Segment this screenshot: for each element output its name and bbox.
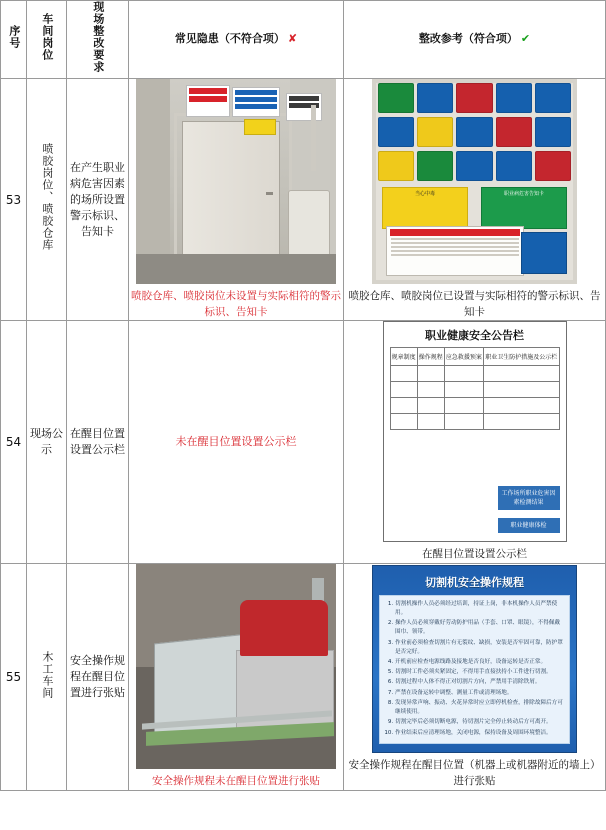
notice-board-table [390,347,560,430]
poster-item: 9. 切割完毕后必须切断电源，待切割片完全停止转动后方可离开。 [395,718,564,727]
row-hazard-53 [129,78,344,321]
table-header-row [1,1,606,79]
poster-item: 4. 开机前应检查电源线路及接地是否良好，设备运转是否正常。 [395,658,564,667]
warning-triangle-icon [388,203,410,222]
row-post-54: 现场公示 [27,321,67,564]
check-icon: ✔ [520,32,531,45]
notice-board-title: 职业健康安全公告栏 [425,329,524,343]
poster-title: 切割机安全操作规程 [425,575,524,589]
poster-item: 8. 发现异常声响、振动、火花异常时应立即停机检查，排除故障后方可继续使用。 [395,699,564,717]
table-row [1,321,606,564]
poster-item: 6. 切割过程中人体不得正对切割片方向，严禁用手清除铁屑。 [395,678,564,687]
header-post: 车间岗位 [27,1,67,79]
poster-item: 5. 切割时工件必须夹紧固定，不得用手直接扶持小工件进行切割。 [395,668,564,677]
row-seq-54: 54 [1,321,27,564]
hazard-caption-53: 喷胶仓库、喷胶岗位未设置与实际相符的警示标识、告知卡 [131,289,341,318]
header-requirement: 现场整改要求 [67,1,129,79]
notice-col-3: 职业卫生防护措施及公示栏 [484,348,559,366]
row-post-55: 木工车间 [27,564,67,791]
header-seq: 序号 [1,1,27,79]
row-reference-53 [344,78,606,321]
row-requirement-54: 在醒目位置设置公示栏 [67,321,129,564]
header-hazard: 常见隐患（不符合项） ✘ [129,1,344,79]
row-requirement-53: 在产生职业病危害因素的场所设置警示标识、告知卡 [67,78,129,321]
notice-blue-note-1: 职业健康体检 [498,518,560,533]
cross-icon: ✘ [287,32,298,45]
doorway-with-few-signs-photo [136,79,336,284]
mandatory-panel-blue [521,232,567,274]
safety-operating-procedure-poster [372,565,577,753]
row-requirement-55: 安全操作规程在醒目位置进行张贴 [67,564,129,791]
notice-blue-note-0: 工作场所职业危害因素检测结果 [498,486,560,510]
reference-caption-53: 喷胶仓库、喷胶岗位已设置与实际相符的警示标识、告知卡 [348,289,601,318]
row-seq-55: 55 [1,564,27,791]
safety-signage-board-photo [372,79,577,284]
row-reference-54 [344,321,606,564]
woodworking-cutting-machine-photo [136,564,336,769]
hazard-caption-55: 安全操作规程未在醒目位置进行张贴 [152,775,320,788]
reference-caption-55: 安全操作规程在醒目位置（机器上或机器附近的墙上）进行张贴 [348,758,601,787]
poster-item: 1. 切割机操作人员必须经过培训，持证上岗，非本机操作人员严禁使用。 [395,600,564,618]
header-reference: 整改参考（符合项） ✔ [344,1,606,79]
warning-panel-yellow: 当心中毒 [382,187,468,229]
row-post-53: 喷胶岗位、喷胶仓库 [27,78,67,321]
poster-item: 3. 作业前必须检查切割片有无裂纹、缺损，安装是否牢固可靠，防护罩是否完好。 [395,639,564,657]
notice-board [383,321,567,542]
poster-item: 10. 作业结束后应清理场地，关闭电源，保持设备及周围环境整洁。 [395,729,564,738]
hazard-caption-54: 未在醒目位置设置公示栏 [175,435,297,449]
poster-item: 7. 严禁在设备运转中调整、测量工件或清理场地。 [395,689,564,698]
row-seq-53: 53 [1,78,27,321]
table-row [1,78,606,321]
row-reference-55 [344,564,606,791]
notice-col-0: 规章制度 [390,348,417,366]
table-row [1,564,606,791]
notice-col-1: 操作规程 [417,348,444,366]
poster-item: 2. 操作人员必须穿戴好劳动防护用品（手套、口罩、眼镜），不得佩戴围巾、领带。 [395,619,564,637]
row-hazard-54 [129,321,344,564]
notice-col-2: 应急救援预案 [444,348,483,366]
row-hazard-55 [129,564,344,791]
notice-panel-green: 职业病危害告知卡 [481,187,567,229]
reference-caption-54: 在醒目位置设置公示栏 [422,548,527,561]
